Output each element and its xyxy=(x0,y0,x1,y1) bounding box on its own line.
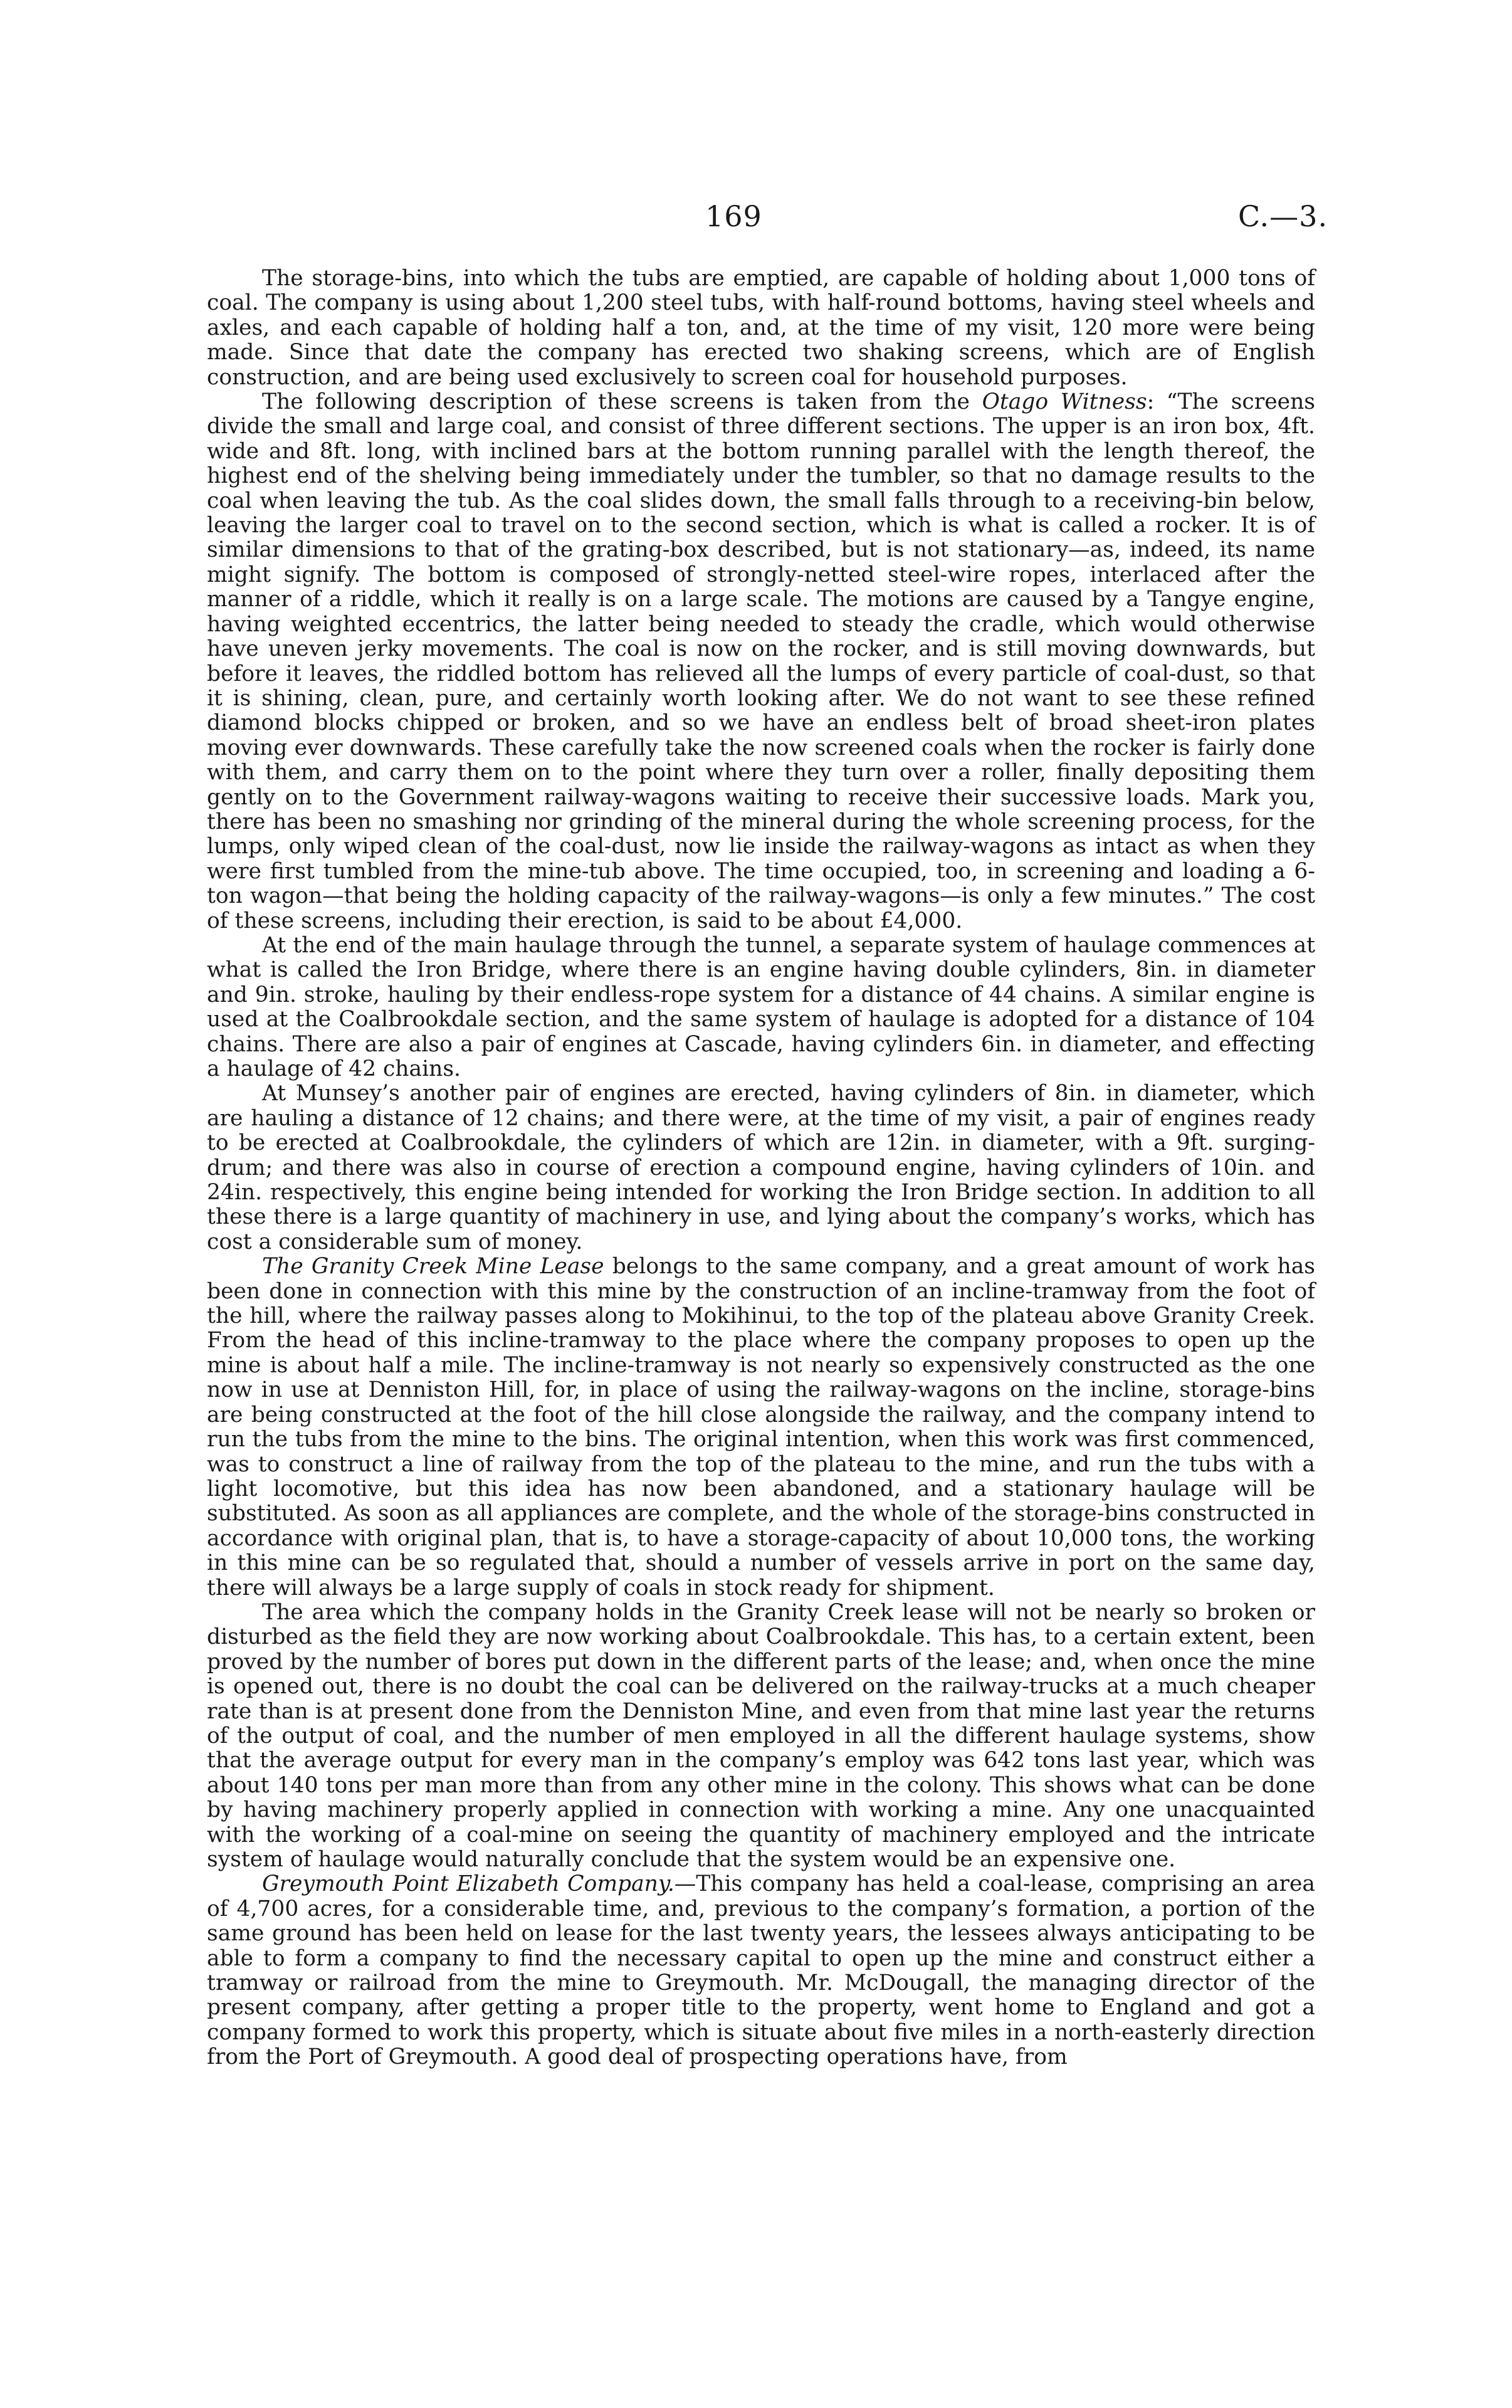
body-text xyxy=(207,266,1315,2070)
paragraph-text: belongs to the same company, and a great amount of work has been done in connection with this mine by the construction of an incline-tramway from the foot of the hill, where the railway passes along to Mokihinui, to the top of the plateau above Granity Creek. From the head of this incline-tramway to the place where the company proposes to open up the mine is about half a mile. The incline-tramway is not nearly so expensively constructed as the one now in use at Denniston Hill, for, in place of using the railway-wagons on the incline, storage-bins are being constructed at the foot of the hill close alongside the railway, and the company intend to run the tubs from the mine to the bins. The original intention, when this work was first commenced, was to construct a line of railway from the top of the plateau to the mine, and run the tubs with a light locomotive, but this idea has now been abandoned, and a stationary haulage will be substituted. As soon as all appliances are complete, and the whole of the storage-bins constructed in accordance with original plan, that is, to have a storage-capacity of about 10,000 tons, the working in this mine can be so regulated that, should a number of vessels arrive in port on the same day, there will always be a large supply of coals in stock ready for shipment. xyxy=(207,1254,1315,1601)
paragraph-text: : “The screens divide the small and large coal, and consist of three different sections. The upper is an iron box, 4ft. wide and 8ft. long, with inclined bars at the bottom running parallel with the length thereof, the highest end of the shelving being immediately under the tumbler, so that no damage results to the coal when leaving the tub. As the coal slides down, the small falls through to a receiving-bin below, leaving the larger coal to travel on to the second section, which is what is called a rocker. It is of similar dimensions to that of the grating-box described, but is not stationary—as, indeed, its name might signify. The bottom is composed of strongly-netted steel-wire ropes, interlaced after the manner of a riddle, which it really is on a large scale. The motions are caused by a Tangye engine, having weighted eccentrics, the latter being needed to steady the cradle, which would otherwise have uneven jerky movements. The coal is now on the rocker, and is still moving downwards, but before it leaves, the riddled bottom has relieved all the lumps of every particle of coal-dust, so that it is shining, clean, pure, and certainly worth looking after. We do not want to see these refined diamond blocks chipped or broken, and so we have an endless belt of broad sheet-iron plates moving ever downwards. These carefully take the now screened coals when the rocker is fairly done with them, and carry them on to the point where they turn over a roller, finally depositing them gently on to the Government railway-wagons waiting to receive their successive loads. Mark you, there has been no smashing nor grinding of the mineral during the whole screening process, for the lumps, only wiped clean of the coal-dust, now lie inside the railway-wagons as intact as when they were first tumbled from the mine-tub above. The time occupied, too, in screening and loading a 6-ton wagon—that being the holding capacity of the railway-wagons—is only a few minutes.” The cost of these screens, including their erection, is said to be about £4,000. xyxy=(207,389,1315,933)
paragraph-screens-description xyxy=(207,390,1315,933)
page-number: 169 xyxy=(705,199,762,233)
publication-title: Otago Witness xyxy=(982,389,1147,415)
paragraph-greymouth-company xyxy=(207,1872,1315,2069)
paragraph-text: At the end of the main haulage through the tunnel, a separate system of haulage commences at what is called the Iron Bridge, where there is an engine having double cylinders, 8in. in diameter and 9in. stroke, hauling by their endless-rope system for a distance of 44 chains. A similar engine is used at the Coalbrookdale section, and the same system of haulage is adopted for a distance of 104 chains. There are also a pair of engines at Cascade, having cylinders 6in. in diameter, and effecting a haulage of 42 chains. xyxy=(207,932,1315,1081)
paragraph-storage-bins xyxy=(207,266,1315,390)
paragraph-munseys-engines xyxy=(207,1081,1315,1254)
paragraph-text: At Munsey’s another pair of engines are erected, having cylinders of 8in. in diameter, which are hauling a distance of 12 chains; and there were, at the time of my visit, a pair of engines ready to be erected at Coalbrookdale, the cylinders of which are 12in. in diameter, with a 9ft. surging-drum; and there was also in course of erection a compound engine, having cylinders of 10in. and 24in. respectively, this engine being intended for working the Iron Bridge section. In addition to all these there is a large quantity of machinery in use, and lying about the company’s works, which has cost a considerable sum of money. xyxy=(207,1081,1315,1254)
paragraph-text: The area which the company holds in the Granity Creek lease will not be nearly so broken or disturbed as the field they are now working about Coalbrookdale. This has, to a certain extent, been proved by the number of bores put down in the different parts of the lease; and, when once the mine is opened out, there is no doubt the coal can be delivered on the railway-trucks at a much cheaper rate than is at present done from the Denniston Mine, and even from that mine last year the returns of the output of coal, and the number of men employed in all the different haulage systems, show that the average output for every man in the company’s employ was 642 tons last year, which was about 140 tons per man more than from any other mine in the colony. This shows what can be done by having machinery properly applied in connection with working a mine. Any one unacquainted with the working of a coal-mine on seeing the quantity of machinery employed and the intricate system of haulage would naturally conclude that the system would be an expensive one. xyxy=(207,1599,1315,1872)
paragraph-text: —This company has held a coal-lease, comprising an area of 4,700 acres, for a considerable time, and, previous to the company’s formation, a portion of the same ground has been held on lease for the last twenty years, the lessees always anticipating to be able to form a company to find the necessary capital to open up the mine and construct either a tramway or railroad from the mine to Greymouth. Mr. McDougall, the managing director of the present company, after getting a proper title to the property, went home to England and got a company formed to work this property, which is situate about five miles in a north-easterly direction from the Port of Greymouth. A good deal of prospecting operations have, from xyxy=(207,1871,1315,2070)
paragraph-text: The storage-bins, into which the tubs are emptied, are capable of holding about 1,000 tons of coal. The company is using about 1,200 steel tubs, with half-round bottoms, having steel wheels and axles, and each capable of holding half a ton, and, at the time of my visit, 120 more were being made. Since that date the company has erected two shaking screens, which are of English construction, and are being used exclusively to screen coal for household purposes. xyxy=(207,266,1315,390)
section-title: The Granity Creek Mine Lease xyxy=(262,1254,604,1280)
section-title: Greymouth Point Elizabeth Company. xyxy=(262,1871,675,1897)
document-reference: C.—3. xyxy=(1238,199,1328,233)
paragraph-granity-creek-area xyxy=(207,1601,1315,1872)
paragraph-main-haulage xyxy=(207,933,1315,1081)
paragraph-granity-creek-lease xyxy=(207,1254,1315,1601)
paragraph-lead: The following description of these screens is taken from the xyxy=(262,389,982,415)
